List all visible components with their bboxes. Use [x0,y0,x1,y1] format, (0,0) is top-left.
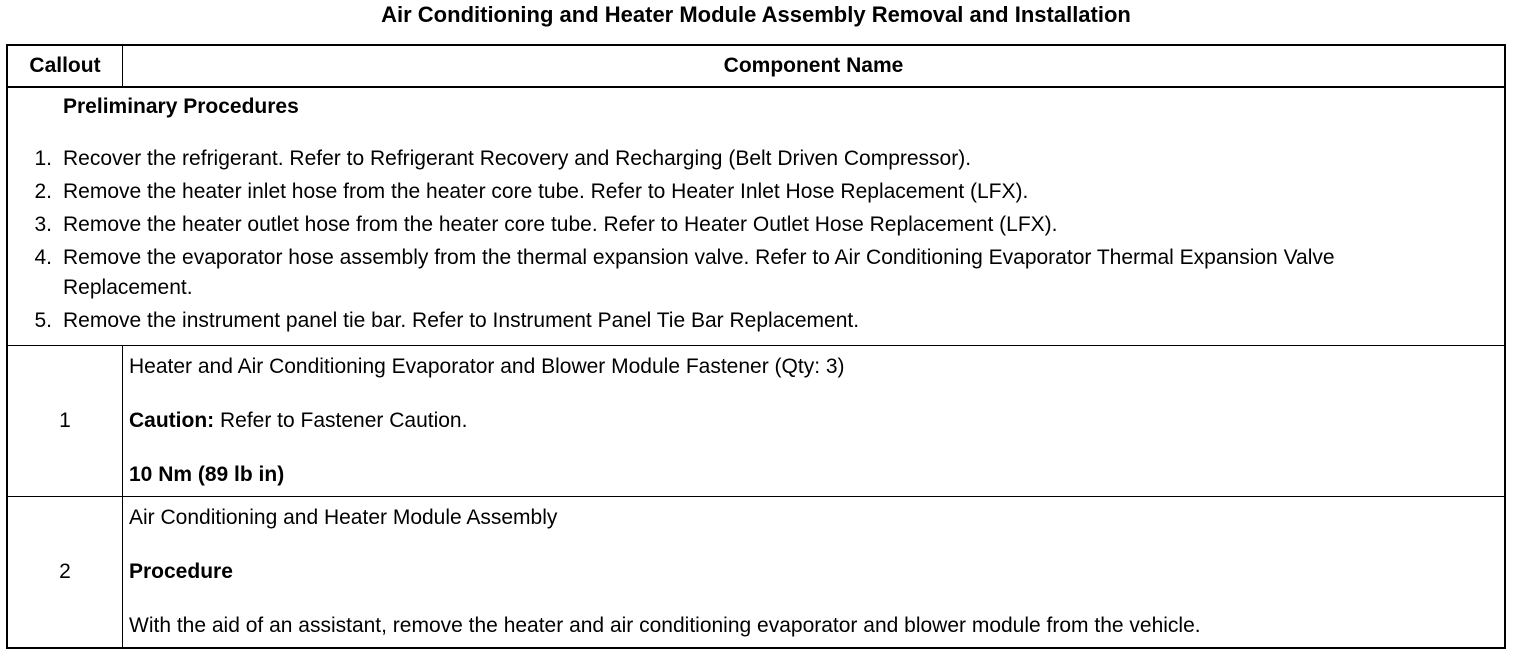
preliminary-cell [7,87,1505,346]
step-item [8,243,1504,303]
preliminary-heading: Preliminary Procedures [63,95,299,118]
caution-text: Refer to Fastener Caution. [214,409,468,432]
step-item [8,144,1504,174]
callout-header: Callout [7,45,123,87]
procedure-label: Procedure [129,560,233,583]
component-cell [123,346,1506,497]
table-header-row [7,45,1505,87]
component-table [6,44,1506,649]
caution-note [129,406,1498,436]
step-text: Recover the refrigerant. Refer to Refrigerant Recovery and Recharging (Belt Driven Compressor). [63,147,972,170]
step-item [8,210,1504,240]
callout-cell: 2 [7,497,123,649]
step-item [8,306,1504,336]
page-title: Air Conditioning and Heater Module Assembly Removal and Installation [381,2,1131,27]
table-row [7,497,1505,649]
step-number: 3. [34,213,52,236]
component-name: Heater and Air Conditioning Evaporator and Blower Module Fastener (Qty: 3) [129,355,845,378]
preliminary-steps [8,144,1504,336]
table-row [7,346,1505,497]
torque-spec: 10 Nm (89 lb in) [129,463,285,486]
step-number: 4. [34,246,52,269]
step-text: Remove the heater inlet hose from the heater core tube. Refer to Heater Inlet Hose Replacement (LFX). [63,180,1029,203]
component-name-header: Component Name [123,45,1506,87]
step-item [8,177,1504,207]
callout-cell: 1 [7,346,123,497]
step-text: Remove the instrument panel tie bar. Refer to Instrument Panel Tie Bar Replacement. [63,309,860,332]
step-number: 2. [34,180,52,203]
caution-label: Caution: [129,409,215,432]
preliminary-row [7,87,1505,346]
step-number: 5. [34,309,52,332]
step-number: 1. [34,147,52,170]
procedure-text: With the aid of an assistant, remove the heater and air conditioning evaporator and blower module from the vehicle. [129,614,1201,637]
component-name: Air Conditioning and Heater Module Assembly [129,506,558,529]
step-text: Remove the heater outlet hose from the heater core tube. Refer to Heater Outlet Hose Replacement (LFX). [63,213,1058,236]
component-cell [123,497,1506,649]
step-text: Remove the evaporator hose assembly from the thermal expansion valve. Refer to Air Conditioning Evaporator Thermal Expansion Valve Replacement. [63,246,1335,299]
